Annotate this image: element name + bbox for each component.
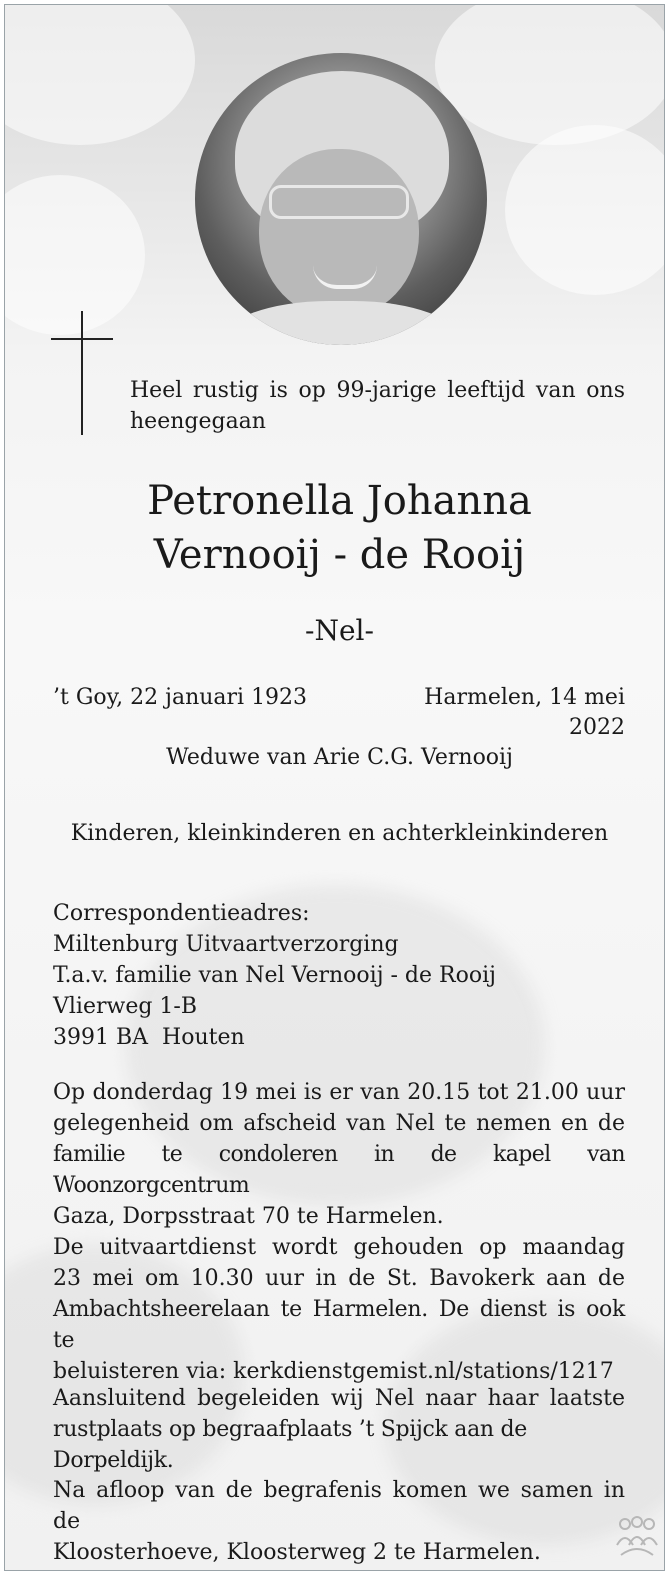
correspondence-heading: Correspondentieadres:	[53, 901, 310, 926]
paragraph-line: Na afloop van de begrafenis komen we samen in de	[53, 1478, 625, 1534]
background-flower-petal	[4, 4, 195, 145]
paragraph-line: Kloosterhoeve, Kloosterweg 2 te Harmelen.	[53, 1540, 541, 1565]
background-flower-petal	[435, 4, 665, 145]
correspondence-line: T.a.v. familie van Nel Vernooij - de Rooij	[53, 963, 496, 988]
death-place-date: Harmelen, 14 mei 2022	[424, 685, 625, 740]
paragraph-line: Gaza, Dorpsstraat 70 te Harmelen.	[53, 1204, 444, 1229]
visitation-paragraph	[53, 1077, 625, 1232]
obituary-card	[4, 4, 665, 1571]
nickname: -Nel-	[305, 614, 374, 647]
background-flower-petal	[4, 175, 145, 335]
burial-paragraph	[53, 1383, 625, 1476]
people-group-icon	[613, 1515, 661, 1557]
paragraph-line: Aansluitend begeleiden wij Nel naar haar laatste	[53, 1386, 625, 1411]
intro-text-line2: heengegaan	[130, 409, 266, 434]
birth-place-date: ’t Goy, 22 januari 1923	[53, 685, 308, 710]
correspondence-line: Vlierweg 1-B	[53, 994, 198, 1019]
deceased-name-line2: Vernooij - de Rooij	[153, 532, 526, 578]
paragraph-line: Ambachtsheerelaan te Harmelen. De dienst is ook te	[53, 1297, 625, 1353]
correspondence-line: Miltenburg Uitvaartverzorging	[53, 932, 399, 957]
deceased-name-line1: Petronella Johanna	[147, 478, 532, 524]
paragraph-line: 23 mei om 10.30 uur in de St. Bavokerk aan de	[53, 1266, 625, 1291]
gathering-paragraph	[53, 1475, 625, 1568]
paragraph-line: Op donderdag 19 mei is er van 20.15 tot 21.00 uur	[53, 1080, 625, 1105]
paragraph-line: rustplaats op begraafplaats ’t Spijck aan de Dorpeldijk.	[53, 1417, 527, 1473]
paragraph-line: De uitvaartdienst wordt gehouden op maandag	[53, 1235, 625, 1260]
paragraph-line: familie te condoleren in de kapel van Woonzorgcentrum	[53, 1142, 625, 1198]
intro-text-line1: Heel rustig is op 99-jarige leeftijd van ons	[130, 378, 625, 403]
family-members: Kinderen, kleinkinderen en achterkleinkinderen	[70, 821, 609, 846]
background-flower-petal	[505, 125, 665, 295]
paragraph-line: beluisteren via: kerkdienstgemist.nl/stations/1217	[53, 1359, 614, 1384]
portrait-photo	[195, 53, 487, 345]
widow-of: Weduwe van Arie C.G. Vernooij	[166, 745, 513, 770]
correspondence-line: 3991 BA Houten	[53, 1025, 245, 1050]
funeral-service-paragraph	[53, 1232, 625, 1387]
paragraph-line: gelegenheid om afscheid van Nel te nemen en de	[53, 1111, 625, 1136]
